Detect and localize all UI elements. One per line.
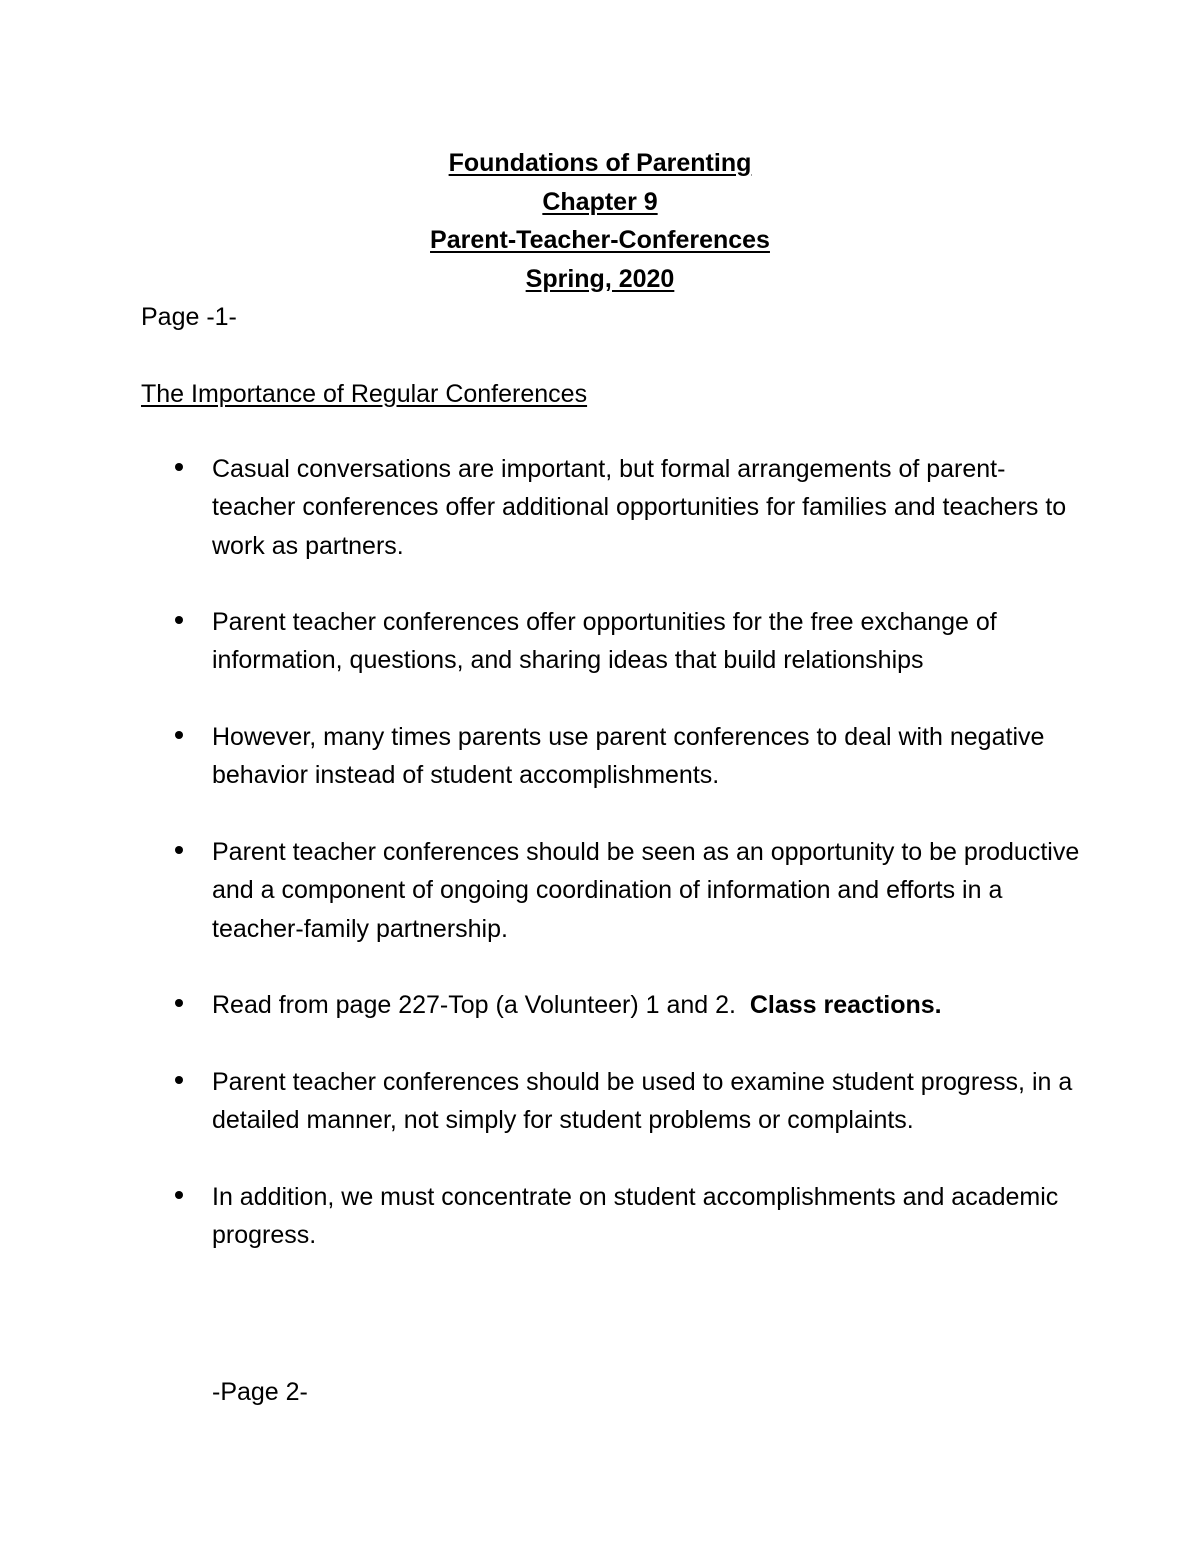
bullet-icon	[174, 997, 186, 1009]
list-item	[0, 833, 1200, 948]
bullet-bold-emphasis: Class reactions.	[749, 991, 942, 1020]
bullet-text: Parent teacher conferences should be seen as an opportunity to be productive and a component of ongoing coordination of information and efforts in a teacher-family partnership.	[212, 837, 1080, 943]
bullet-text: Parent teacher conferences should be used to examine student progress, in a detailed manner, not simply for student problems or complaints.	[212, 1067, 1073, 1135]
list-item	[0, 1063, 1200, 1140]
term-title: Spring, 2020	[525, 264, 675, 293]
list-item	[0, 718, 1200, 795]
course-title: Foundations of Parenting	[448, 149, 752, 177]
bullet-text: In addition, we must concentrate on student accomplishments and academic progress.	[212, 1182, 1059, 1249]
document-title-block	[0, 144, 1200, 298]
page-number-marker: Page -1-	[141, 303, 237, 331]
bullet-icon	[174, 844, 186, 856]
list-item	[0, 1178, 1200, 1255]
section-heading: The Importance of Regular Conferences	[141, 380, 588, 408]
chapter-title: Chapter 9	[542, 187, 658, 216]
bullet-list	[0, 450, 1200, 1293]
bullet-icon	[174, 1074, 186, 1086]
bullet-text: Casual conversations are important, but formal arrangements of parent-teacher conferences offer additional opportunities for families and teachers to work as partners.	[212, 455, 1067, 560]
topic-title: Parent-Teacher-Conferences	[430, 226, 770, 254]
next-page-marker: -Page 2-	[212, 1378, 308, 1406]
bullet-text: Read from page 227-Top (a Volunteer) 1 and 2.	[212, 991, 736, 1020]
bullet-icon	[174, 1189, 186, 1201]
bullet-icon	[174, 461, 186, 473]
list-item	[0, 986, 1200, 1024]
list-item	[0, 603, 1200, 680]
list-item	[0, 450, 1200, 565]
bullet-text: Parent teacher conferences offer opportunities for the free exchange of information, questions, and sharing ideas that build relationships	[212, 608, 997, 675]
bullet-text: However, many times parents use parent conferences to deal with negative behavior instead of student accomplishments.	[212, 723, 1045, 790]
bullet-icon	[174, 729, 186, 741]
bullet-icon	[174, 614, 186, 626]
